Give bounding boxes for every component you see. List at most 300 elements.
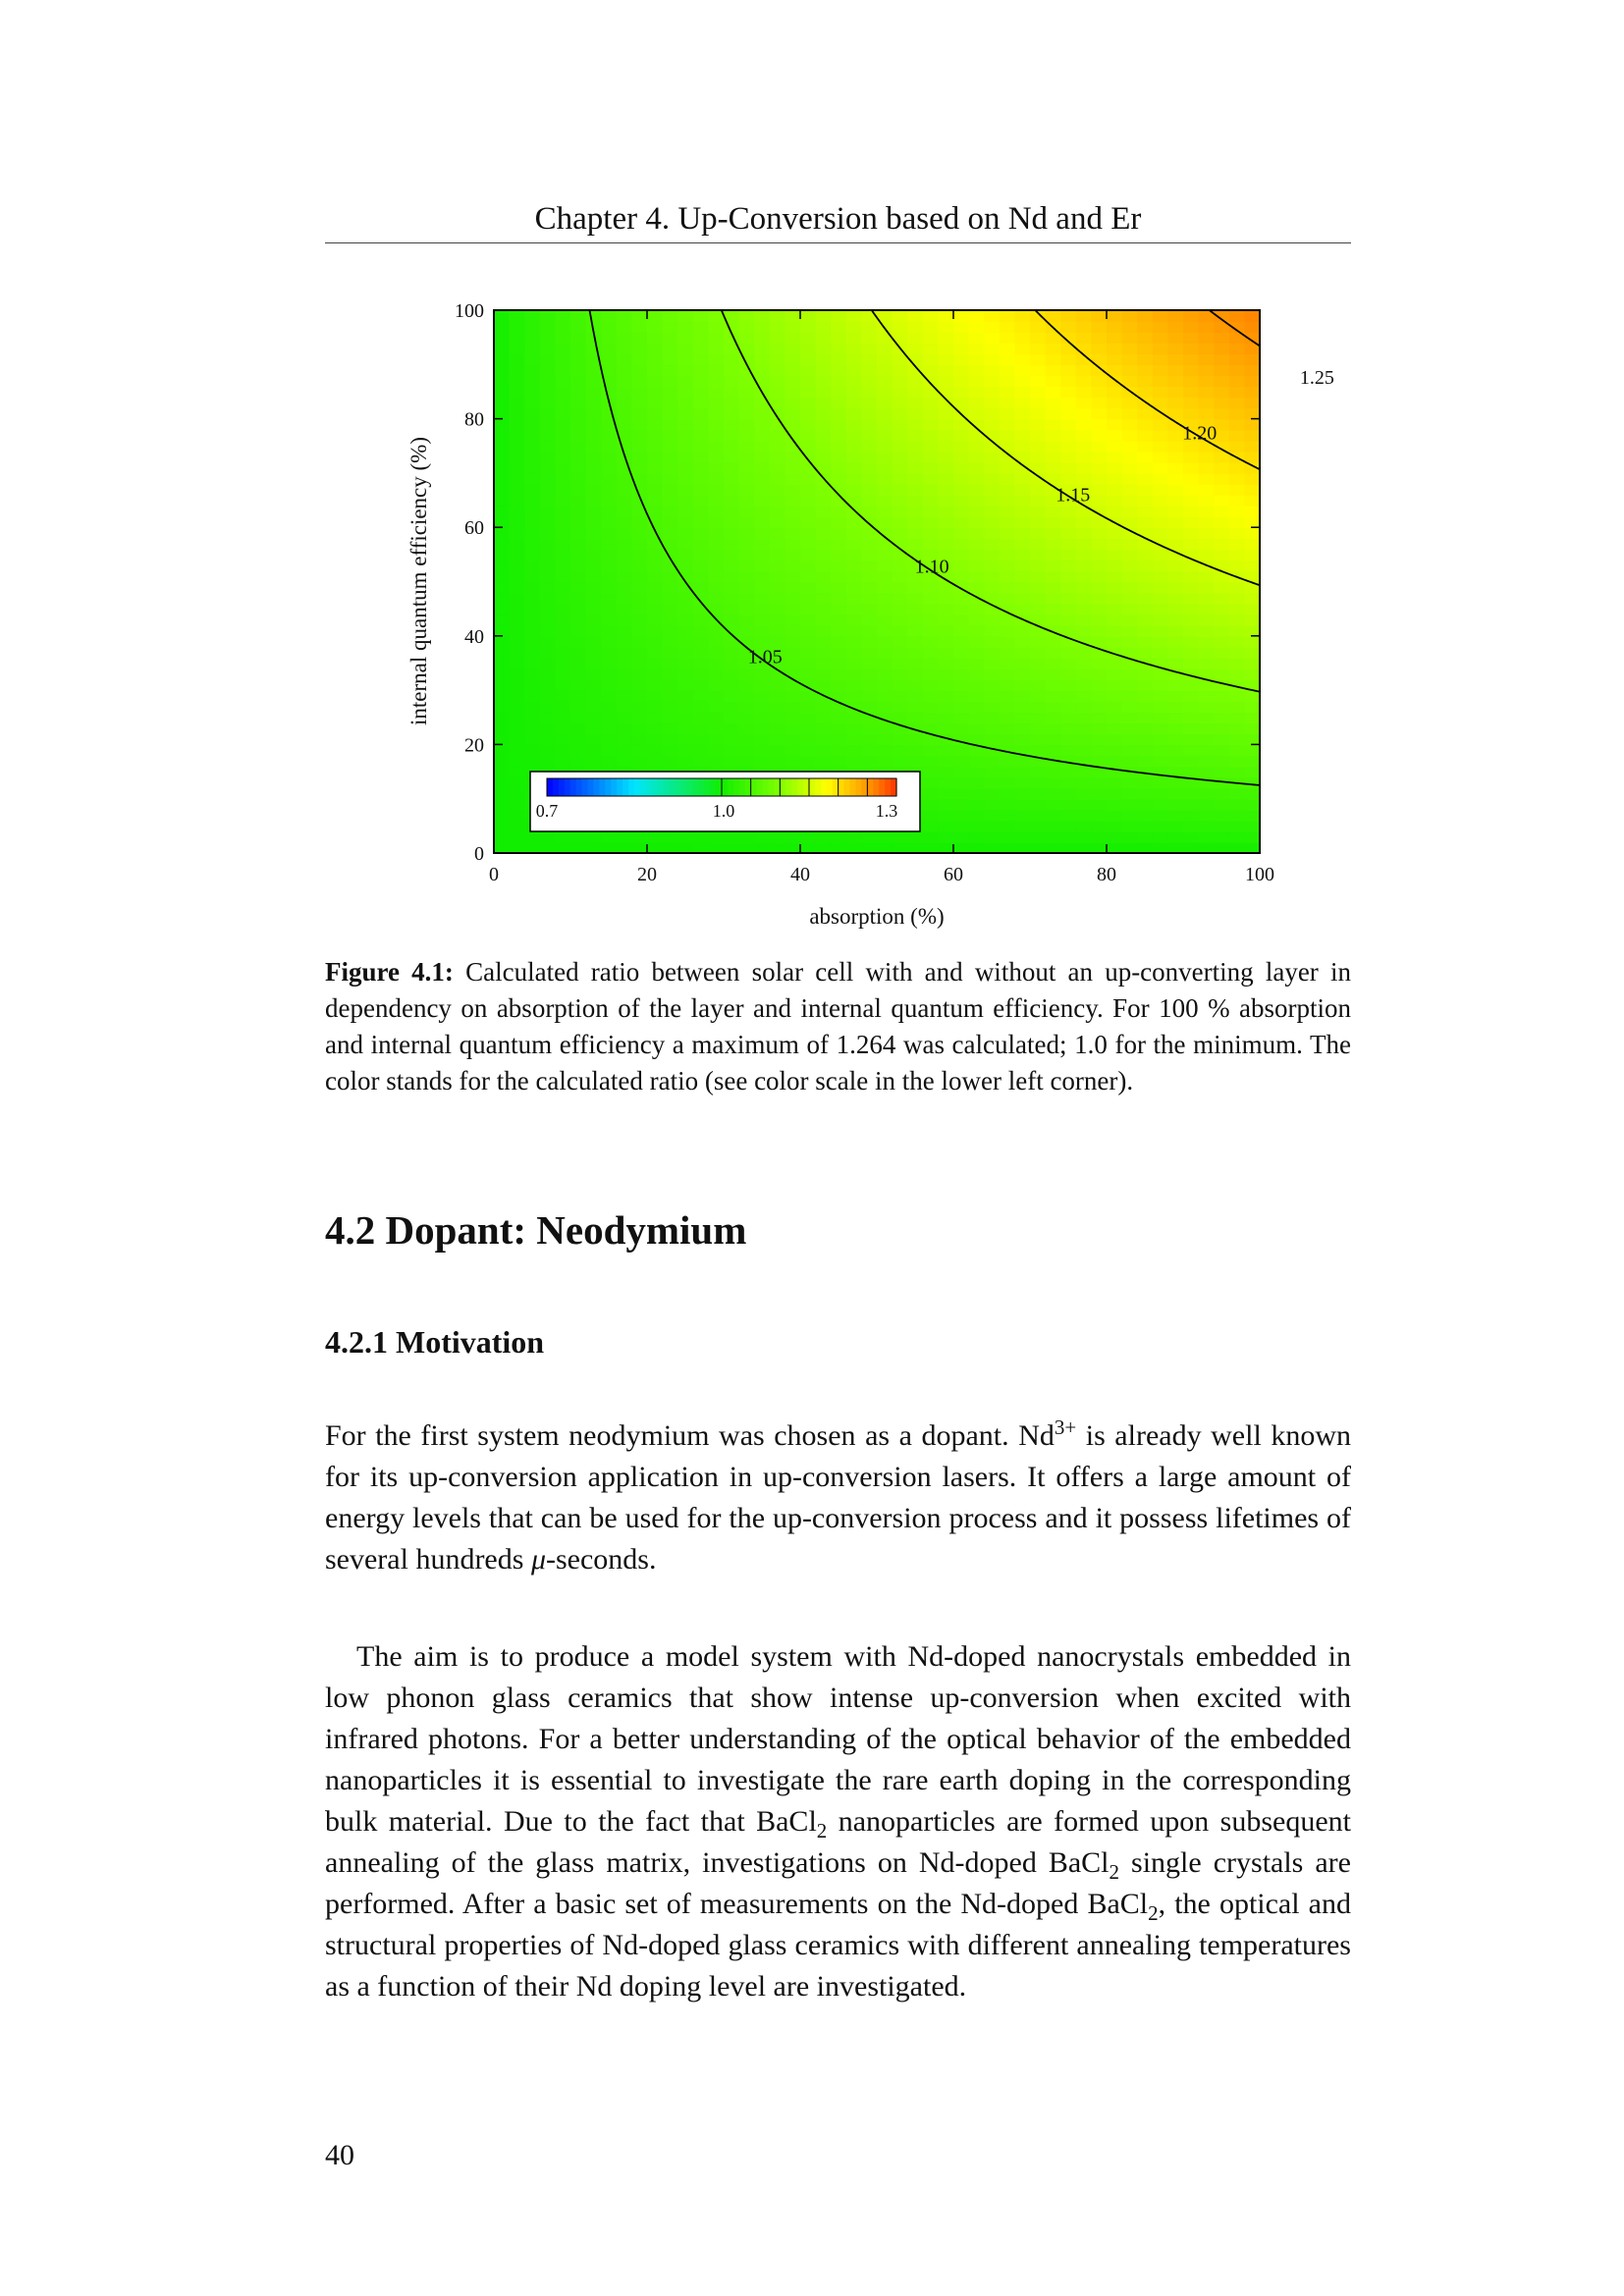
heatmap-cell bbox=[663, 321, 678, 333]
heatmap-cell bbox=[907, 604, 923, 615]
heatmap-cell bbox=[739, 430, 755, 442]
heatmap-cell bbox=[893, 733, 908, 745]
heatmap-cell bbox=[540, 353, 556, 365]
heatmap-cell bbox=[1014, 658, 1030, 669]
heatmap-cell bbox=[510, 821, 525, 832]
heatmap-cell bbox=[800, 353, 816, 365]
heatmap-cell bbox=[601, 647, 617, 659]
heatmap-cell bbox=[877, 332, 893, 344]
heatmap-cell bbox=[877, 658, 893, 669]
heatmap-cell bbox=[893, 593, 908, 605]
heatmap-cell bbox=[785, 658, 800, 669]
heatmap-cell bbox=[1122, 364, 1138, 376]
heatmap-cell bbox=[663, 343, 678, 354]
heatmap-cell bbox=[1122, 549, 1138, 561]
heatmap-cell bbox=[510, 397, 525, 408]
heatmap-cell bbox=[570, 516, 586, 528]
heatmap-cell bbox=[969, 386, 985, 398]
heatmap-cell bbox=[693, 495, 709, 507]
heatmap-cell bbox=[1060, 582, 1076, 594]
heatmap-cell bbox=[663, 484, 678, 496]
heatmap-cell bbox=[739, 527, 755, 539]
heatmap-cell bbox=[1214, 516, 1229, 528]
heatmap-cell bbox=[1122, 668, 1138, 680]
heatmap-cell bbox=[540, 733, 556, 745]
heatmap-cell bbox=[1107, 799, 1122, 811]
heatmap-cell bbox=[1014, 593, 1030, 605]
heatmap-cell bbox=[831, 570, 846, 582]
heatmap-cell bbox=[1199, 799, 1215, 811]
heatmap-cell bbox=[510, 506, 525, 517]
heatmap-cell bbox=[1183, 767, 1199, 778]
heatmap-cell bbox=[555, 386, 570, 398]
heatmap-cell bbox=[617, 397, 632, 408]
heatmap-cell bbox=[540, 701, 556, 713]
heatmap-cell bbox=[1076, 386, 1092, 398]
heatmap-cell bbox=[893, 744, 908, 756]
heatmap-cell bbox=[693, 506, 709, 517]
heatmap-cell bbox=[494, 408, 510, 420]
heatmap-cell bbox=[785, 701, 800, 713]
heatmap-cell bbox=[953, 658, 969, 669]
heatmap-cell bbox=[1000, 332, 1015, 344]
heatmap-cell bbox=[785, 647, 800, 659]
heatmap-cell bbox=[617, 658, 632, 669]
heatmap-cell bbox=[1199, 821, 1215, 832]
heatmap-cell bbox=[938, 332, 953, 344]
heatmap-cell bbox=[1060, 462, 1076, 474]
heatmap-cell bbox=[816, 560, 832, 571]
heatmap-cell bbox=[693, 712, 709, 723]
heatmap-cell bbox=[555, 690, 570, 702]
heatmap-cell bbox=[510, 679, 525, 691]
heatmap-cell bbox=[1199, 625, 1215, 637]
heatmap-cell bbox=[1244, 495, 1260, 507]
heatmap-cell bbox=[1030, 560, 1046, 571]
heatmap-cell bbox=[1153, 636, 1168, 648]
heatmap-cell bbox=[953, 321, 969, 333]
heatmap-cell bbox=[724, 386, 739, 398]
heatmap-cell bbox=[938, 821, 953, 832]
heatmap-cell bbox=[631, 419, 647, 431]
heatmap-cell bbox=[861, 668, 877, 680]
heatmap-cell bbox=[510, 364, 525, 376]
heatmap-cell bbox=[1060, 353, 1076, 365]
heatmap-cell bbox=[739, 419, 755, 431]
colorbar-swatch bbox=[698, 778, 705, 796]
heatmap-cell bbox=[1076, 690, 1092, 702]
heatmap-cell bbox=[1229, 516, 1245, 528]
heatmap-cell bbox=[677, 549, 693, 561]
heatmap-cell bbox=[877, 473, 893, 485]
heatmap-cell bbox=[1183, 527, 1199, 539]
heatmap-cell bbox=[1107, 690, 1122, 702]
header-rule bbox=[325, 242, 1351, 243]
heatmap-cell bbox=[724, 570, 739, 582]
heatmap-cell bbox=[1199, 516, 1215, 528]
heatmap-cell bbox=[1060, 538, 1076, 550]
heatmap-cell bbox=[524, 375, 540, 387]
heatmap-cell bbox=[785, 744, 800, 756]
heatmap-cell bbox=[570, 321, 586, 333]
heatmap-cell bbox=[1107, 430, 1122, 442]
heatmap-cell bbox=[739, 604, 755, 615]
heatmap-cell bbox=[1000, 310, 1015, 322]
heatmap-cell bbox=[708, 441, 724, 453]
heatmap-cell bbox=[846, 733, 862, 745]
heatmap-cell bbox=[1167, 321, 1183, 333]
heatmap-cell bbox=[877, 506, 893, 517]
heatmap-cell bbox=[677, 516, 693, 528]
heatmap-cell bbox=[1076, 527, 1092, 539]
heatmap-cell bbox=[816, 430, 832, 442]
heatmap-cell bbox=[494, 733, 510, 745]
heatmap-cell bbox=[831, 636, 846, 648]
heatmap-cell bbox=[846, 722, 862, 734]
heatmap-cell bbox=[724, 495, 739, 507]
heatmap-cell bbox=[540, 310, 556, 322]
heatmap-cell bbox=[510, 495, 525, 507]
heatmap-cell bbox=[1167, 788, 1183, 800]
heatmap-cell bbox=[1060, 321, 1076, 333]
heatmap-cell bbox=[724, 614, 739, 626]
heatmap-cell bbox=[555, 744, 570, 756]
heatmap-cell bbox=[693, 582, 709, 594]
heatmap-cell bbox=[617, 636, 632, 648]
heatmap-cell bbox=[586, 570, 602, 582]
colorbar-swatch bbox=[605, 778, 612, 796]
heatmap-cell bbox=[1122, 733, 1138, 745]
heatmap-cell bbox=[1076, 560, 1092, 571]
heatmap-cell bbox=[831, 755, 846, 767]
heatmap-cell bbox=[555, 614, 570, 626]
heatmap-cell bbox=[816, 712, 832, 723]
heatmap-cell bbox=[1122, 310, 1138, 322]
heatmap-cell bbox=[846, 831, 862, 843]
heatmap-cell bbox=[1199, 452, 1215, 463]
colorbar-swatch bbox=[728, 778, 734, 796]
heatmap-cell bbox=[647, 452, 663, 463]
heatmap-cell bbox=[969, 777, 985, 789]
heatmap-cell bbox=[953, 722, 969, 734]
heatmap-cell bbox=[1137, 788, 1153, 800]
heatmap-cell bbox=[1229, 364, 1245, 376]
heatmap-cell bbox=[1107, 821, 1122, 832]
heatmap-cell bbox=[938, 353, 953, 365]
heatmap-cell bbox=[1046, 408, 1061, 420]
heatmap-cell bbox=[647, 549, 663, 561]
heatmap-cell bbox=[785, 343, 800, 354]
heatmap-cell bbox=[754, 701, 770, 713]
heatmap-cell bbox=[663, 701, 678, 713]
heatmap-cell bbox=[1107, 321, 1122, 333]
heatmap-cell bbox=[846, 364, 862, 376]
heatmap-cell bbox=[1014, 332, 1030, 344]
heatmap-cell bbox=[1183, 582, 1199, 594]
heatmap-cell bbox=[907, 343, 923, 354]
heatmap-cell bbox=[586, 733, 602, 745]
heatmap-cell bbox=[663, 679, 678, 691]
heatmap-cell bbox=[494, 777, 510, 789]
heatmap-cell bbox=[846, 604, 862, 615]
heatmap-cell bbox=[1076, 364, 1092, 376]
heatmap-cell bbox=[663, 668, 678, 680]
heatmap-cell bbox=[800, 473, 816, 485]
heatmap-cell bbox=[831, 744, 846, 756]
heatmap-cell bbox=[631, 452, 647, 463]
heatmap-cell bbox=[816, 397, 832, 408]
heatmap-cell bbox=[877, 343, 893, 354]
heatmap-cell bbox=[739, 495, 755, 507]
heatmap-cell bbox=[1167, 516, 1183, 528]
heatmap-cell bbox=[846, 636, 862, 648]
heatmap-cell bbox=[846, 744, 862, 756]
heatmap-cell bbox=[984, 484, 1000, 496]
heatmap-cell bbox=[1167, 658, 1183, 669]
heatmap-cell bbox=[816, 419, 832, 431]
colorbar-swatch bbox=[593, 778, 600, 796]
heatmap-cell bbox=[1122, 506, 1138, 517]
heatmap-cell bbox=[1107, 549, 1122, 561]
heatmap-cell bbox=[907, 668, 923, 680]
heatmap-cell bbox=[754, 560, 770, 571]
heatmap-cell bbox=[770, 364, 785, 376]
heatmap-cell bbox=[893, 549, 908, 561]
heatmap-cell bbox=[510, 658, 525, 669]
heatmap-cell bbox=[555, 321, 570, 333]
heatmap-cell bbox=[893, 516, 908, 528]
heatmap-cell bbox=[1183, 799, 1199, 811]
heatmap-cell bbox=[1137, 625, 1153, 637]
heatmap-cell bbox=[617, 310, 632, 322]
heatmap-cell bbox=[693, 679, 709, 691]
heatmap-cell bbox=[984, 733, 1000, 745]
heatmap-cell bbox=[969, 484, 985, 496]
heatmap-cell bbox=[770, 386, 785, 398]
heatmap-cell bbox=[1244, 755, 1260, 767]
heatmap-cell bbox=[1183, 690, 1199, 702]
heatmap-cell bbox=[631, 375, 647, 387]
heatmap-cell bbox=[1229, 441, 1245, 453]
para1-text-3: -seconds. bbox=[546, 1543, 657, 1575]
heatmap-cell bbox=[601, 614, 617, 626]
heatmap-cell bbox=[570, 593, 586, 605]
heatmap-cell bbox=[938, 430, 953, 442]
heatmap-cell bbox=[953, 767, 969, 778]
heatmap-cell bbox=[663, 516, 678, 528]
heatmap-cell bbox=[969, 788, 985, 800]
heatmap-cell bbox=[524, 386, 540, 398]
heatmap-cell bbox=[1244, 310, 1260, 322]
heatmap-cell bbox=[984, 570, 1000, 582]
heatmap-cell bbox=[524, 332, 540, 344]
heatmap-cell bbox=[1014, 777, 1030, 789]
heatmap-cell bbox=[800, 484, 816, 496]
heatmap-cell bbox=[555, 375, 570, 387]
heatmap-cell bbox=[893, 690, 908, 702]
heatmap-cell bbox=[770, 397, 785, 408]
heatmap-cell bbox=[601, 755, 617, 767]
heatmap-cell bbox=[1229, 310, 1245, 322]
heatmap-cell bbox=[1107, 722, 1122, 734]
heatmap-cell bbox=[831, 386, 846, 398]
heatmap-cell bbox=[693, 452, 709, 463]
heatmap-cell bbox=[1183, 408, 1199, 420]
heatmap-cell bbox=[1153, 733, 1168, 745]
heatmap-cell bbox=[494, 473, 510, 485]
heatmap-cell bbox=[708, 462, 724, 474]
heatmap-cell bbox=[677, 310, 693, 322]
heatmap-cell bbox=[1244, 625, 1260, 637]
heatmap-cell bbox=[1214, 332, 1229, 344]
heatmap-cell bbox=[617, 755, 632, 767]
heatmap-cell bbox=[647, 712, 663, 723]
heatmap-cell bbox=[907, 462, 923, 474]
heatmap-cell bbox=[724, 831, 739, 843]
heatmap-cell bbox=[1214, 375, 1229, 387]
heatmap-cell bbox=[1076, 397, 1092, 408]
heatmap-cell bbox=[677, 712, 693, 723]
heatmap-cell bbox=[877, 614, 893, 626]
heatmap-cell bbox=[724, 549, 739, 561]
heatmap-cell bbox=[601, 668, 617, 680]
heatmap-cell bbox=[1014, 701, 1030, 713]
heatmap-cell bbox=[1214, 821, 1229, 832]
heatmap-cell bbox=[1107, 831, 1122, 843]
heatmap-cell bbox=[631, 332, 647, 344]
heatmap-cell bbox=[724, 636, 739, 648]
heatmap-cell bbox=[570, 375, 586, 387]
heatmap-cell bbox=[984, 375, 1000, 387]
heatmap-cell bbox=[693, 408, 709, 420]
heatmap-cell bbox=[1076, 332, 1092, 344]
heatmap-cell bbox=[1076, 788, 1092, 800]
heatmap-cell bbox=[770, 722, 785, 734]
heatmap-cell bbox=[1107, 506, 1122, 517]
mu-symbol: μ bbox=[530, 1543, 546, 1575]
heatmap-cell bbox=[816, 375, 832, 387]
heatmap-cell bbox=[524, 506, 540, 517]
heatmap-cell bbox=[540, 538, 556, 550]
heatmap-cell bbox=[1091, 658, 1107, 669]
heatmap-cell bbox=[861, 364, 877, 376]
heatmap-cell bbox=[1183, 506, 1199, 517]
x-axis-label: absorption (%) bbox=[809, 904, 945, 929]
heatmap-cell bbox=[1183, 679, 1199, 691]
heatmap-cell bbox=[877, 604, 893, 615]
heatmap-cell bbox=[494, 386, 510, 398]
heatmap-cell bbox=[617, 733, 632, 745]
heatmap-cell bbox=[1060, 375, 1076, 387]
heatmap-cell bbox=[907, 495, 923, 507]
heatmap-cell bbox=[953, 647, 969, 659]
heatmap-cell bbox=[877, 668, 893, 680]
heatmap-cell bbox=[831, 668, 846, 680]
heatmap-cell bbox=[1076, 712, 1092, 723]
heatmap-cell bbox=[631, 408, 647, 420]
heatmap-cell bbox=[923, 408, 939, 420]
heatmap-cell bbox=[524, 647, 540, 659]
heatmap-cell bbox=[540, 690, 556, 702]
heatmap-cell bbox=[601, 408, 617, 420]
colorbar-swatch bbox=[850, 778, 857, 796]
colorbar-swatch bbox=[704, 778, 711, 796]
heatmap-cell bbox=[1000, 527, 1015, 539]
heatmap-cell bbox=[1076, 321, 1092, 333]
heatmap-cell bbox=[816, 679, 832, 691]
heatmap-cell bbox=[1199, 527, 1215, 539]
heatmap-cell bbox=[494, 658, 510, 669]
heatmap-cell bbox=[907, 701, 923, 713]
heatmap-cell bbox=[677, 560, 693, 571]
heatmap-cell bbox=[785, 452, 800, 463]
heatmap-cell bbox=[1060, 647, 1076, 659]
heatmap-cell bbox=[816, 516, 832, 528]
heatmap-cell bbox=[601, 679, 617, 691]
heatmap-cell bbox=[1153, 679, 1168, 691]
heatmap-cell bbox=[617, 408, 632, 420]
heatmap-cell bbox=[938, 831, 953, 843]
heatmap-cell bbox=[631, 310, 647, 322]
heatmap-cell bbox=[1030, 767, 1046, 778]
heatmap-cell bbox=[555, 755, 570, 767]
heatmap-cell bbox=[938, 593, 953, 605]
heatmap-cell bbox=[1107, 473, 1122, 485]
heatmap-cell bbox=[1214, 473, 1229, 485]
heatmap-cell bbox=[1244, 767, 1260, 778]
heatmap-cell bbox=[846, 430, 862, 442]
heatmap-cell bbox=[510, 538, 525, 550]
heatmap-cell bbox=[494, 375, 510, 387]
heatmap-cell bbox=[724, 397, 739, 408]
heatmap-cell bbox=[1244, 668, 1260, 680]
heatmap-cell bbox=[524, 733, 540, 745]
heatmap-cell bbox=[861, 733, 877, 745]
heatmap-cell bbox=[1137, 408, 1153, 420]
heatmap-cell bbox=[1076, 722, 1092, 734]
heatmap-cell bbox=[1199, 593, 1215, 605]
heatmap-cell bbox=[800, 516, 816, 528]
heatmap-cell bbox=[1076, 799, 1092, 811]
heatmap-cell bbox=[1214, 647, 1229, 659]
heatmap-cell bbox=[1167, 570, 1183, 582]
heatmap-cell bbox=[1244, 831, 1260, 843]
heatmap-cell bbox=[540, 408, 556, 420]
y-tick-label: 100 bbox=[455, 300, 484, 322]
heatmap-cell bbox=[1000, 441, 1015, 453]
heatmap-cell bbox=[1229, 733, 1245, 745]
heatmap-cell bbox=[1030, 495, 1046, 507]
heatmap-cell bbox=[1229, 495, 1245, 507]
heatmap-cell bbox=[510, 473, 525, 485]
heatmap-cell bbox=[494, 831, 510, 843]
heatmap-cell bbox=[984, 495, 1000, 507]
heatmap-cell bbox=[555, 506, 570, 517]
heatmap-cell bbox=[601, 690, 617, 702]
heatmap-cell bbox=[785, 560, 800, 571]
heatmap-cell bbox=[1122, 441, 1138, 453]
heatmap-cell bbox=[1214, 484, 1229, 496]
heatmap-cell bbox=[693, 441, 709, 453]
heatmap-cell bbox=[1046, 744, 1061, 756]
heatmap-cell bbox=[816, 582, 832, 594]
heatmap-cell bbox=[524, 690, 540, 702]
heatmap-cell bbox=[1229, 799, 1245, 811]
heatmap-cell bbox=[708, 593, 724, 605]
heatmap-cell bbox=[1229, 397, 1245, 408]
heatmap-cell bbox=[677, 733, 693, 745]
heatmap-cell bbox=[601, 831, 617, 843]
